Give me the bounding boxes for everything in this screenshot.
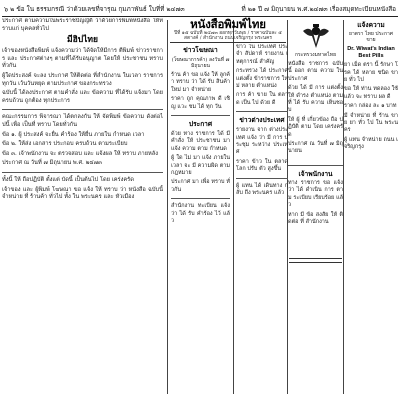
section-rule bbox=[236, 178, 288, 179]
paragraph: ราคา ถูก คุณภาพ ดี เชิญ แวะ ชม ได้ ทุก วัน bbox=[171, 96, 230, 110]
section-heading: ข่าวต่างประเทศ bbox=[239, 116, 285, 125]
section-heading: ประกาศ bbox=[188, 120, 213, 129]
paragraph: เจ้าของ และ ผู้พิมพ์ โฆษณา ขอ แจ้ง ให้ ทราบ ว่า หนังสือ ฉบับนี้ จำหน่าย ที่ ร้านค้า ทั่วไป ทั้ง ใน พระนคร และ หัวเมือง bbox=[2, 186, 163, 201]
section-rule bbox=[171, 115, 230, 116]
paragraph: มี จำหน่าย ที่ ร้าน ขาย ยา ทั่ว ไป ใน พระนคร bbox=[344, 112, 398, 134]
paragraph: ข้อ ๒. ให้ส่ง เอกสาร ประกอบ ครบถ้วน ตามระเบียบ bbox=[2, 141, 128, 148]
section-heading: ข่าวโฆษณา bbox=[183, 46, 218, 54]
paragraph: ฉบับนี้ ได้ลงประกาศ ตามคำสั่ง และ ข้อความ ที่ได้รับ แจ้งมา โดยครบถ้วน ถูกต้อง ทุกประการ bbox=[2, 90, 163, 104]
column-2 bbox=[171, 44, 230, 398]
paragraph: ยา เม็ด ตรา นี้ รักษา โรค ได้ หลาย ชนิด ขาย ทั่ว ไป bbox=[344, 62, 398, 83]
paragraph: ด้วย ได้ มี การ แต่งตั้ง ให้ ดำรง ตำแหน่ง ตาม ที่ ได้ รับ ความ เห็นชอบ bbox=[288, 85, 343, 114]
paragraph: ผู้ ใด ไม่ มา แจ้ง ภายใน เวลา จะ มี ความผิด ตาม กฎหมาย bbox=[171, 155, 230, 177]
paragraph: ให้ ผู้ ที่ เกี่ยวข้อง ถือ ปฏิบัติ ตาม โดย เคร่งครัด bbox=[288, 116, 343, 138]
paragraph: ข่าว ใน ประเทศ ประจำ สัปดาห์ รายงาน เหตุการณ์ สำคัญ bbox=[236, 44, 288, 65]
paragraph: คณะกรรมการ พิจารณา ได้ตกลงกัน ให้ จัดพิมพ์ ข้อความ ดังต่อไปนี้ เพื่อ เป็นที่ ทราบ โดยทั่วกัน bbox=[2, 114, 163, 128]
paragraph: ข้อ ๑. ผู้ ประสงค์ จะยื่น คำร้อง ให้ยื่น ภายใน กำหนด เวลา bbox=[2, 131, 145, 138]
paragraph: ประกาศ มา เพื่อ ทราบ ทั่วกัน bbox=[171, 179, 230, 193]
section-rule bbox=[289, 258, 342, 259]
section-rule bbox=[2, 172, 163, 173]
paragraph: ผู้ แทน ได้ เดินทาง กลับ ถึง พระนคร แล้ว bbox=[236, 182, 288, 197]
column-divider bbox=[167, 20, 168, 394]
paragraph: ทั้งนี้ ให้ ถือปฏิบัติ ตั้งแต่ บัดนี้ เป็นต้นไป โดย เคร่งครัด bbox=[2, 176, 134, 183]
page-header-left: ๖ ๒ ข้อ ใน ธรรมกรณี ว่าด้วยเลขที่จารุณ กุมภาพันธ์ ใบที่ที่ ๒๔๗๓ bbox=[4, 5, 185, 13]
english-title-line: Dr. Wiwat's Indian bbox=[347, 46, 395, 52]
caption: (โฆษณาการค้า) ลงวันที่ ๗ มิถุนายน bbox=[171, 57, 230, 69]
section-heading: เจ้าพนักงาน bbox=[298, 169, 333, 178]
column-4 bbox=[288, 18, 343, 398]
masthead-title: หนังสือพิมพ์ไทย bbox=[190, 17, 266, 31]
garuda-seal-icon bbox=[301, 22, 331, 50]
section-rule bbox=[289, 262, 342, 263]
column-1 bbox=[2, 18, 163, 398]
paragraph: กระทรวง ได้ ประกาศ แต่งตั้ง ข้าราชการ ใหม่ หลาย ตำแหน่ง bbox=[236, 68, 288, 90]
paragraph: ด้วย ทาง ราชการ ได้ มี คำสั่ง ให้ ประชาชน มา แจ้ง ความ ตาม กำหนด bbox=[171, 131, 230, 152]
page-header-right: ที่ ๒๑ ปี ๗ มิถุนายน พ.ศ.๒๔๗๓ เรื่องสมุดทะเบียนหนังสือ bbox=[241, 5, 396, 13]
caption: ยาตรา ไทย ประกาศ ขาย bbox=[349, 31, 393, 43]
paragraph: การ ค้า ขาย ใน ตลาด เป็น ไป ด้วย ดี bbox=[236, 92, 288, 106]
paragraph: สำนักงาน ทะเบียน แจ้ง ว่า ได้ รับ คำร้อง ไว้ แล้ว bbox=[171, 203, 230, 225]
column-3 bbox=[236, 44, 288, 398]
english-title-line: Best Pills bbox=[358, 52, 384, 59]
paragraph: ประกาศ ณ วันที่ ๗ มิถุนายน bbox=[288, 141, 343, 155]
section-heading: มีฮิปไทย bbox=[66, 35, 99, 46]
section-rule bbox=[288, 165, 343, 166]
paragraph: ข้อ ๓. เจ้าพนักงาน จะ ตรวจสอบ และ แจ้งผล ให้ ทราบ ภายหลัง bbox=[2, 150, 159, 157]
intro-paragraph: ประกาศ ตามความในพระราชบัญญัติ ว่าด้วยการพิมพ์หนังสือ ให้ทราบแก่ บุคคลทั่วไป bbox=[2, 18, 163, 32]
paragraph: รายงาน จาก ต่างประเทศ แจ้ง ว่า มี การ ประชุม ระหว่าง ประเทศ bbox=[236, 127, 288, 156]
paragraph: ราคา กล่อง ละ ๑ บาท bbox=[344, 103, 397, 110]
paragraph: ผู้ใดประสงค์ จะลง ประกาศ ให้ติดต่อ ที่สำนักงาน ในเวลา ราชการ ทุกวัน เว้นวันหยุด ตามประกาศ ของกระทรวง bbox=[2, 72, 163, 87]
paragraph: ทาง ราชการ ขอ แจ้ง ว่า ได้ ดำเนิน การ ตาม ระเบียบ เรียบร้อย แล้ว bbox=[288, 179, 343, 209]
masthead-subtitle: ปีที่ ๑๕ ฉบับที่ ๒๔๗๓ ออกทุกวันพุธ / ราคาฉบับละ ๕ สตางค์ / สำนักงาน ถนนเจริญกรุง พระนคร bbox=[174, 31, 282, 41]
paragraph: หนังสือ ราชการ ฉบับ นี้ ออก ตาม ความ ใน ประกาศ bbox=[288, 61, 343, 82]
paragraph: ร้าน ค้า ขอ แจ้ง ให้ ลูกค้า ทราบ ว่า ได้ รับ สินค้า ใหม่ มา จำหน่าย bbox=[171, 72, 230, 93]
paragraph: ประกาศ ณ วันที่ ๗ มิถุนายน พ.ศ. ๒๔๗๓ bbox=[2, 160, 102, 167]
section-heading: แจ้งความ bbox=[357, 21, 385, 29]
section-rule bbox=[171, 198, 230, 199]
column-divider bbox=[233, 20, 234, 394]
paragraph: เจ้าของหนังสือพิมพ์ แจ้งความว่า ได้จัดให้มีการ ตีพิมพ์ ข่าวราชการ และ ประกาศต่างๆ ตามที่ได้รับอนุญาต โดยให้ ประชาชน ทราบทั่วกัน bbox=[2, 48, 163, 70]
masthead-rule bbox=[170, 42, 286, 43]
paragraph: หาก มี ข้อ สงสัย ให้ ติดต่อ ที่ สำนักงาน bbox=[288, 211, 343, 225]
caption: กระทรวงมหาดไทย bbox=[294, 52, 336, 58]
section-rule bbox=[2, 109, 163, 110]
section-rule bbox=[236, 111, 288, 112]
paragraph: ขอ ให้ ท่าน ทดลอง ใช้ แล้ว จะ ทราบ ผล ดี bbox=[344, 86, 398, 100]
column-5 bbox=[344, 18, 398, 398]
paragraph: ราคา ข้าว ใน ตลาด โลก ปรับ ตัว สูงขึ้น bbox=[236, 158, 288, 173]
paragraph: ผู้ แทน จำหน่าย ถนน เจริญกรุง bbox=[344, 136, 398, 151]
